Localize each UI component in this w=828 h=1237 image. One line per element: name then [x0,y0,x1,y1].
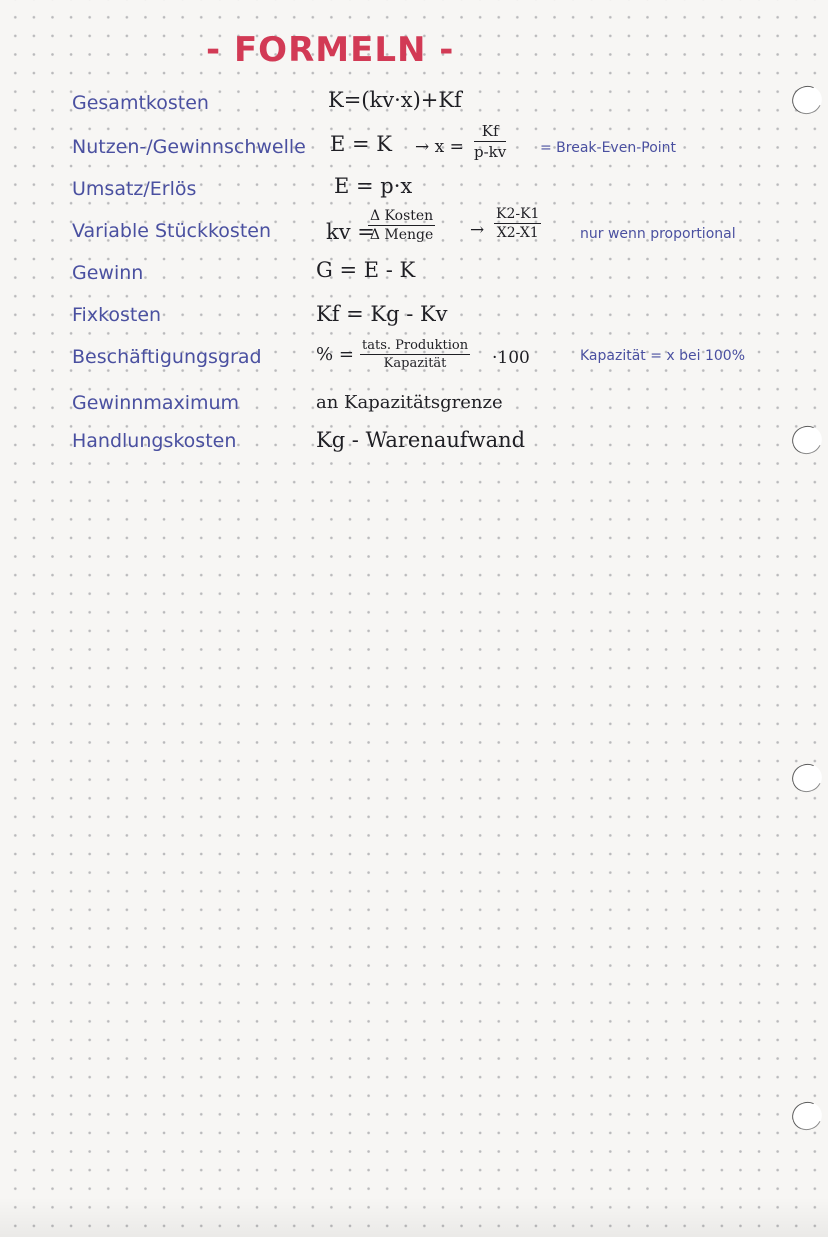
label-gewinn: Gewinn [72,262,144,284]
fraction-beschaeftigungsgrad [360,338,470,371]
punch-hole [788,1098,826,1135]
fraction-stueckkosten-2 [494,206,541,241]
formula-handlungskosten: Kg - Warenaufwand [316,428,526,452]
fraction-numerator: Δ Kosten [370,208,434,224]
fraction-numerator: Kf [474,122,506,142]
label-gewinnschwelle: Nutzen-/Gewinnschwelle [72,136,306,158]
formula-fixkosten: Kf = Kg - Kv [316,302,448,326]
prefix-beschaeftigungsgrad: % = [316,344,354,365]
arrow-stueckkosten: → [470,220,485,240]
label-gewinnmaximum: Gewinnmaximum [72,392,240,414]
note-break-even-point: = Break-Even-Point [540,140,677,156]
page-shadow [0,1197,828,1237]
prefix-variable-stueckkosten: kv = [326,220,375,244]
label-handlungskosten: Handlungskosten [72,430,237,452]
formula-gewinnmaximum: an Kapazitätsgrenze [316,392,503,413]
punch-hole [788,422,826,459]
label-gesamtkosten: Gesamtkosten [72,92,209,114]
formula-gewinnschwelle: E = K [330,132,392,156]
punch-hole [788,760,826,797]
note-kapazitaet: Kapazität = x bei 100% [580,348,746,364]
fraction-gewinnschwelle [474,122,506,161]
label-fixkosten: Fixkosten [72,304,162,326]
formula-gewinn: G = E - K [316,258,416,282]
fraction-numerator: K2-K1 [496,206,540,222]
fraction-denominator: Δ Menge [369,227,434,243]
label-variable-stueckkosten: Variable Stückkosten [72,220,271,242]
label-beschaeftigungsgrad: Beschäftigungsgrad [72,346,262,368]
formula-umsatz-erloes: E = p·x [334,174,413,198]
fraction-stueckkosten [368,208,435,243]
fraction-denominator: p-kv [474,143,507,161]
formula-gesamtkosten: K=(kv·x)+Kf [328,88,462,112]
multiplier-beschaeftigungsgrad: ·100 [492,348,530,368]
fraction-denominator: Kapazität [383,356,447,371]
page-title: - FORMELN - [206,30,455,70]
fraction-numerator: tats. Produktion [362,338,469,353]
label-umsatz-erloes: Umsatz/Erlös [72,178,197,200]
fraction-denominator: X2-X1 [496,225,539,241]
note-proportional: nur wenn proportional [580,226,736,242]
arrow-gewinnschwelle: → x = [415,137,464,157]
punch-hole [788,82,826,119]
